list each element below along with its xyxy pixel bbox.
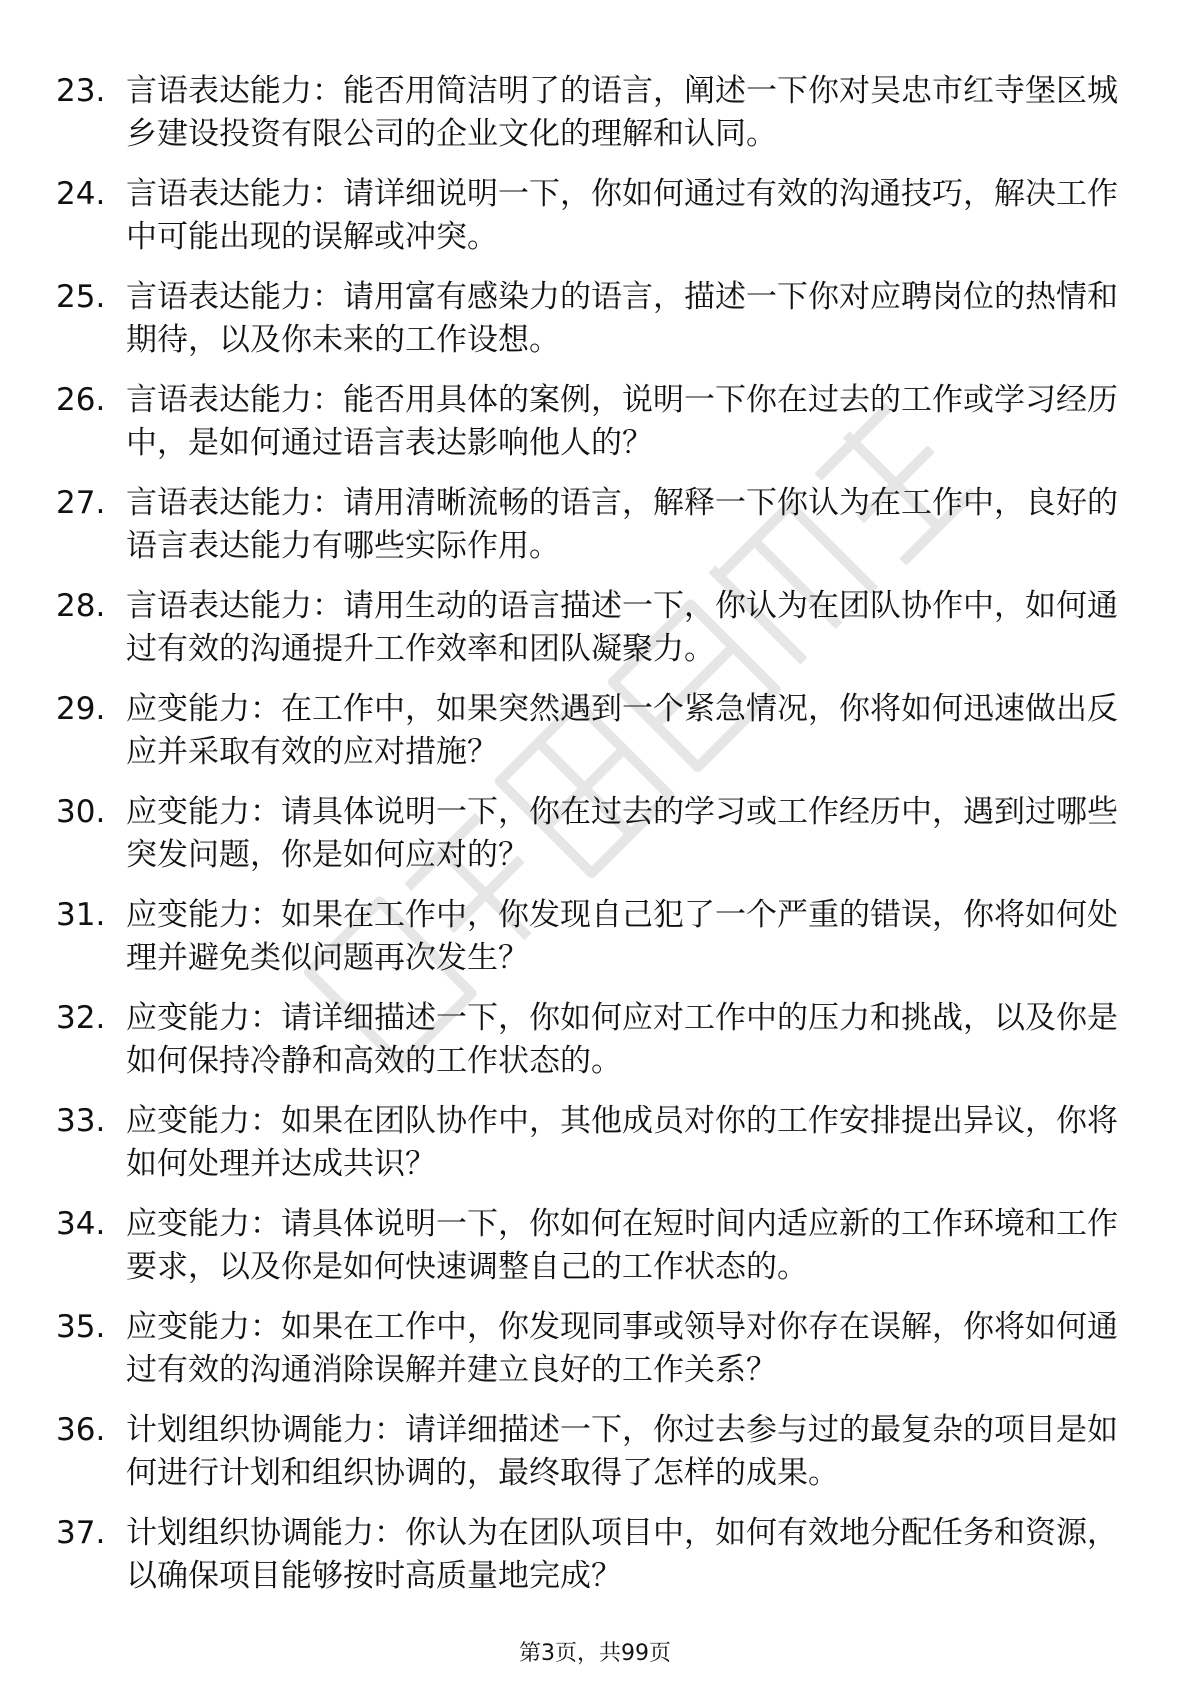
question-text: 应变能力：如果在工作中，你发现自己犯了一个严重的错误，你将如何处理并避免类似问题再次发生？ xyxy=(126,897,1118,976)
question-number: 26. xyxy=(56,382,106,418)
question-number: 30. xyxy=(56,794,106,830)
question-text: 言语表达能力：请详细说明一下，你如何通过有效的沟通技巧，解决工作中可能出现的误解或冲突。 xyxy=(126,176,1118,255)
question-item xyxy=(56,1512,1136,1598)
question-number: 36. xyxy=(56,1412,106,1448)
question-number: 28. xyxy=(56,588,106,624)
question-number: 25. xyxy=(56,279,106,315)
question-text: 应变能力：如果在工作中，你发现同事或领导对你存在误解，你将如何通过有效的沟通消除误解并建立良好的工作关系？ xyxy=(126,1309,1118,1388)
page-footer: 第3页，共99页 xyxy=(519,1641,671,1666)
question-item xyxy=(56,482,1136,568)
question-number: 34. xyxy=(56,1206,106,1242)
question-list xyxy=(56,70,1136,1615)
question-item xyxy=(56,1203,1136,1289)
question-number: 35. xyxy=(56,1309,106,1345)
question-text: 应变能力：请具体说明一下，你如何在短时间内适应新的工作环境和工作要求，以及你是如何快速调整自己的工作状态的。 xyxy=(126,1206,1118,1285)
question-item xyxy=(56,1409,1136,1495)
question-item xyxy=(56,688,1136,774)
question-number: 23. xyxy=(56,73,106,109)
question-number: 32. xyxy=(56,1000,106,1036)
question-text: 言语表达能力：请用富有感染力的语言，描述一下你对应聘岗位的热情和期待，以及你未来的工作设想。 xyxy=(126,279,1118,358)
question-item xyxy=(56,70,1136,156)
question-item xyxy=(56,379,1136,465)
question-number: 27. xyxy=(56,485,106,521)
question-item xyxy=(56,894,1136,980)
question-item xyxy=(56,997,1136,1083)
question-text: 言语表达能力：请用生动的语言描述一下，你认为在团队协作中，如何通过有效的沟通提升工作效率和团队凝聚力。 xyxy=(126,588,1118,667)
question-number: 24. xyxy=(56,176,106,212)
question-item xyxy=(56,585,1136,671)
question-text: 应变能力：请具体说明一下，你在过去的学习或工作经历中，遇到过哪些突发问题，你是如何应对的？ xyxy=(126,794,1118,873)
question-text: 应变能力：在工作中，如果突然遇到一个紧急情况，你将如何迅速做出反应并采取有效的应对措施？ xyxy=(126,691,1118,770)
question-item xyxy=(56,276,1136,362)
question-number: 33. xyxy=(56,1103,106,1139)
question-text: 言语表达能力：能否用具体的案例，说明一下你在过去的工作或学习经历中，是如何通过语言表达影响他人的？ xyxy=(126,382,1118,461)
question-item xyxy=(56,173,1136,259)
question-number: 29. xyxy=(56,691,106,727)
question-text: 应变能力：请详细描述一下，你如何应对工作中的压力和挑战，以及你是如何保持冷静和高效的工作状态的。 xyxy=(126,1000,1118,1079)
question-text: 言语表达能力：能否用简洁明了的语言，阐述一下你对吴忠市红寺堡区城乡建设投资有限公司的企业文化的理解和认同。 xyxy=(126,73,1118,152)
question-item xyxy=(56,791,1136,877)
question-text: 计划组织协调能力：请详细描述一下，你过去参与过的最复杂的项目是如何进行计划和组织协调的，最终取得了怎样的成果。 xyxy=(126,1412,1118,1491)
question-number: 37. xyxy=(56,1515,106,1551)
question-item xyxy=(56,1306,1136,1392)
question-number: 31. xyxy=(56,897,106,933)
question-text: 应变能力：如果在团队协作中，其他成员对你的工作安排提出异议，你将如何处理并达成共识？ xyxy=(126,1103,1118,1182)
question-item xyxy=(56,1100,1136,1186)
question-text: 言语表达能力：请用清晰流畅的语言，解释一下你认为在工作中，良好的语言表达能力有哪些实际作用。 xyxy=(126,485,1118,564)
question-text: 计划组织协调能力：你认为在团队项目中，如何有效地分配任务和资源，以确保项目能够按时高质量地完成？ xyxy=(126,1515,1118,1594)
